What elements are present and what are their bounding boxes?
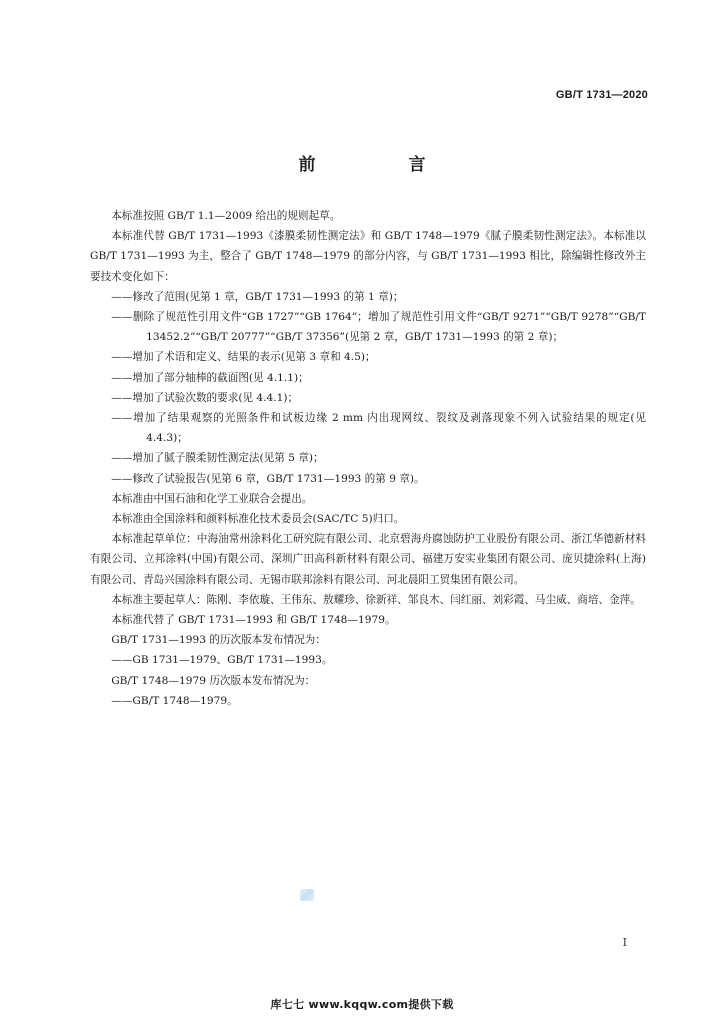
page-number: I xyxy=(622,936,627,949)
paragraph-history-1748-list: ——GB/T 1748—1979。 xyxy=(111,694,238,707)
change-item-observation: ——增加了结果观察的光照条件和试板边缘 2 mm 内出现网纹、裂纹及剥落现象不列入试验结果的规定(见 4.4.3)； xyxy=(111,412,646,445)
paragraph-history-1731-list: ——GB 1731—1979、GB/T 1731—1993。 xyxy=(111,654,333,667)
paragraph-under-jurisdiction: 本标准由全国涂料和颜料标准化技术委员会(SAC/TC 5)归口。 xyxy=(111,513,405,526)
foreword-body xyxy=(90,206,646,711)
change-item-terms: ——增加了术语和定义、结果的表示(见第 3 章和 4.5)； xyxy=(111,351,376,364)
change-item-mandrel-sections: ——增加了部分轴棒的截面图(见 4.1.1)； xyxy=(111,371,309,384)
change-item-test-report: ——修改了试验报告(见第 6 章，GB/T 1731—1993 的第 9 章)。 xyxy=(111,472,425,485)
page-title: 前 言 xyxy=(298,155,464,175)
change-item-putty-method: ——增加了腻子膜柔韧性测定法(见第 5 章)； xyxy=(111,452,324,465)
standard-code-header: GB/T 1731—2020 xyxy=(555,89,648,101)
paragraph-proposed-by: 本标准由中国石油和化学工业联合会提出。 xyxy=(111,492,313,505)
paragraph-main-drafters: 本标准主要起草人：陈刚、李依璇、王伟东、敖耀珍、徐新祥、邹良木、闫红丽、刘彩霞、马尘威、商培、金萍。 xyxy=(111,593,641,606)
change-item-scope: ——修改了范围(见第 1 章，GB/T 1731—1993 的第 1 章)； xyxy=(111,290,404,303)
paragraph-history-1748-intro: GB/T 1748—1979 历次版本发布情况为： xyxy=(111,674,316,687)
paragraph-history-1731-intro: GB/T 1731—1993 的历次版本发布情况为： xyxy=(111,634,326,647)
change-item-normative-references: ——删除了规范性引用文件“GB 1727”“GB 1764”；增加了规范性引用文件“GB/T 9271”“GB/T 9278”“GB/T 13452.2”“GB/T 20777”“GB/T 37356”(见第 2 章，GB/T 1731—1993 的第 2 章)； xyxy=(111,311,646,344)
paragraph-drafting-organizations: 本标准起草单位：中海油常州涂料化工研究院有限公司、北京碧海舟腐蚀防护工业股份有限公司、浙江华德新材料有限公司、立邦涂料(中国)有限公司、深圳广田高科新材料有限公司、福建万安实业集团有限公司、庞贝捷涂料(上海)有限公司、青岛兴国涂料有限公司、无锡市联邦涂料有限公司、河北晨阳工贸集团有限公司。 xyxy=(90,533,646,586)
download-footer: 库七七 www.kqqw.com提供下载 xyxy=(270,998,454,1011)
watermark-logo xyxy=(300,889,314,901)
paragraph-replacement: 本标准代替 GB/T 1731—1993《漆膜柔韧性测定法》和 GB/T 1748—1979《腻子膜柔韧性测定法》。本标准以 GB/T 1731—1993 为主，整合了 GB/T 1748—1979 的部分内容，与 GB/T 1731—1993 相比，除编辑性修改外主要技术变化如下： xyxy=(90,230,646,283)
paragraph-drafting-rules: 本标准按照 GB/T 1.1—2009 给出的规则起草。 xyxy=(111,210,341,222)
paragraph-replaces: 本标准代替了 GB/T 1731—1993 和 GB/T 1748—1979。 xyxy=(111,614,396,627)
change-item-test-count: ——增加了试验次数的要求(见 4.4.1)； xyxy=(111,391,299,404)
